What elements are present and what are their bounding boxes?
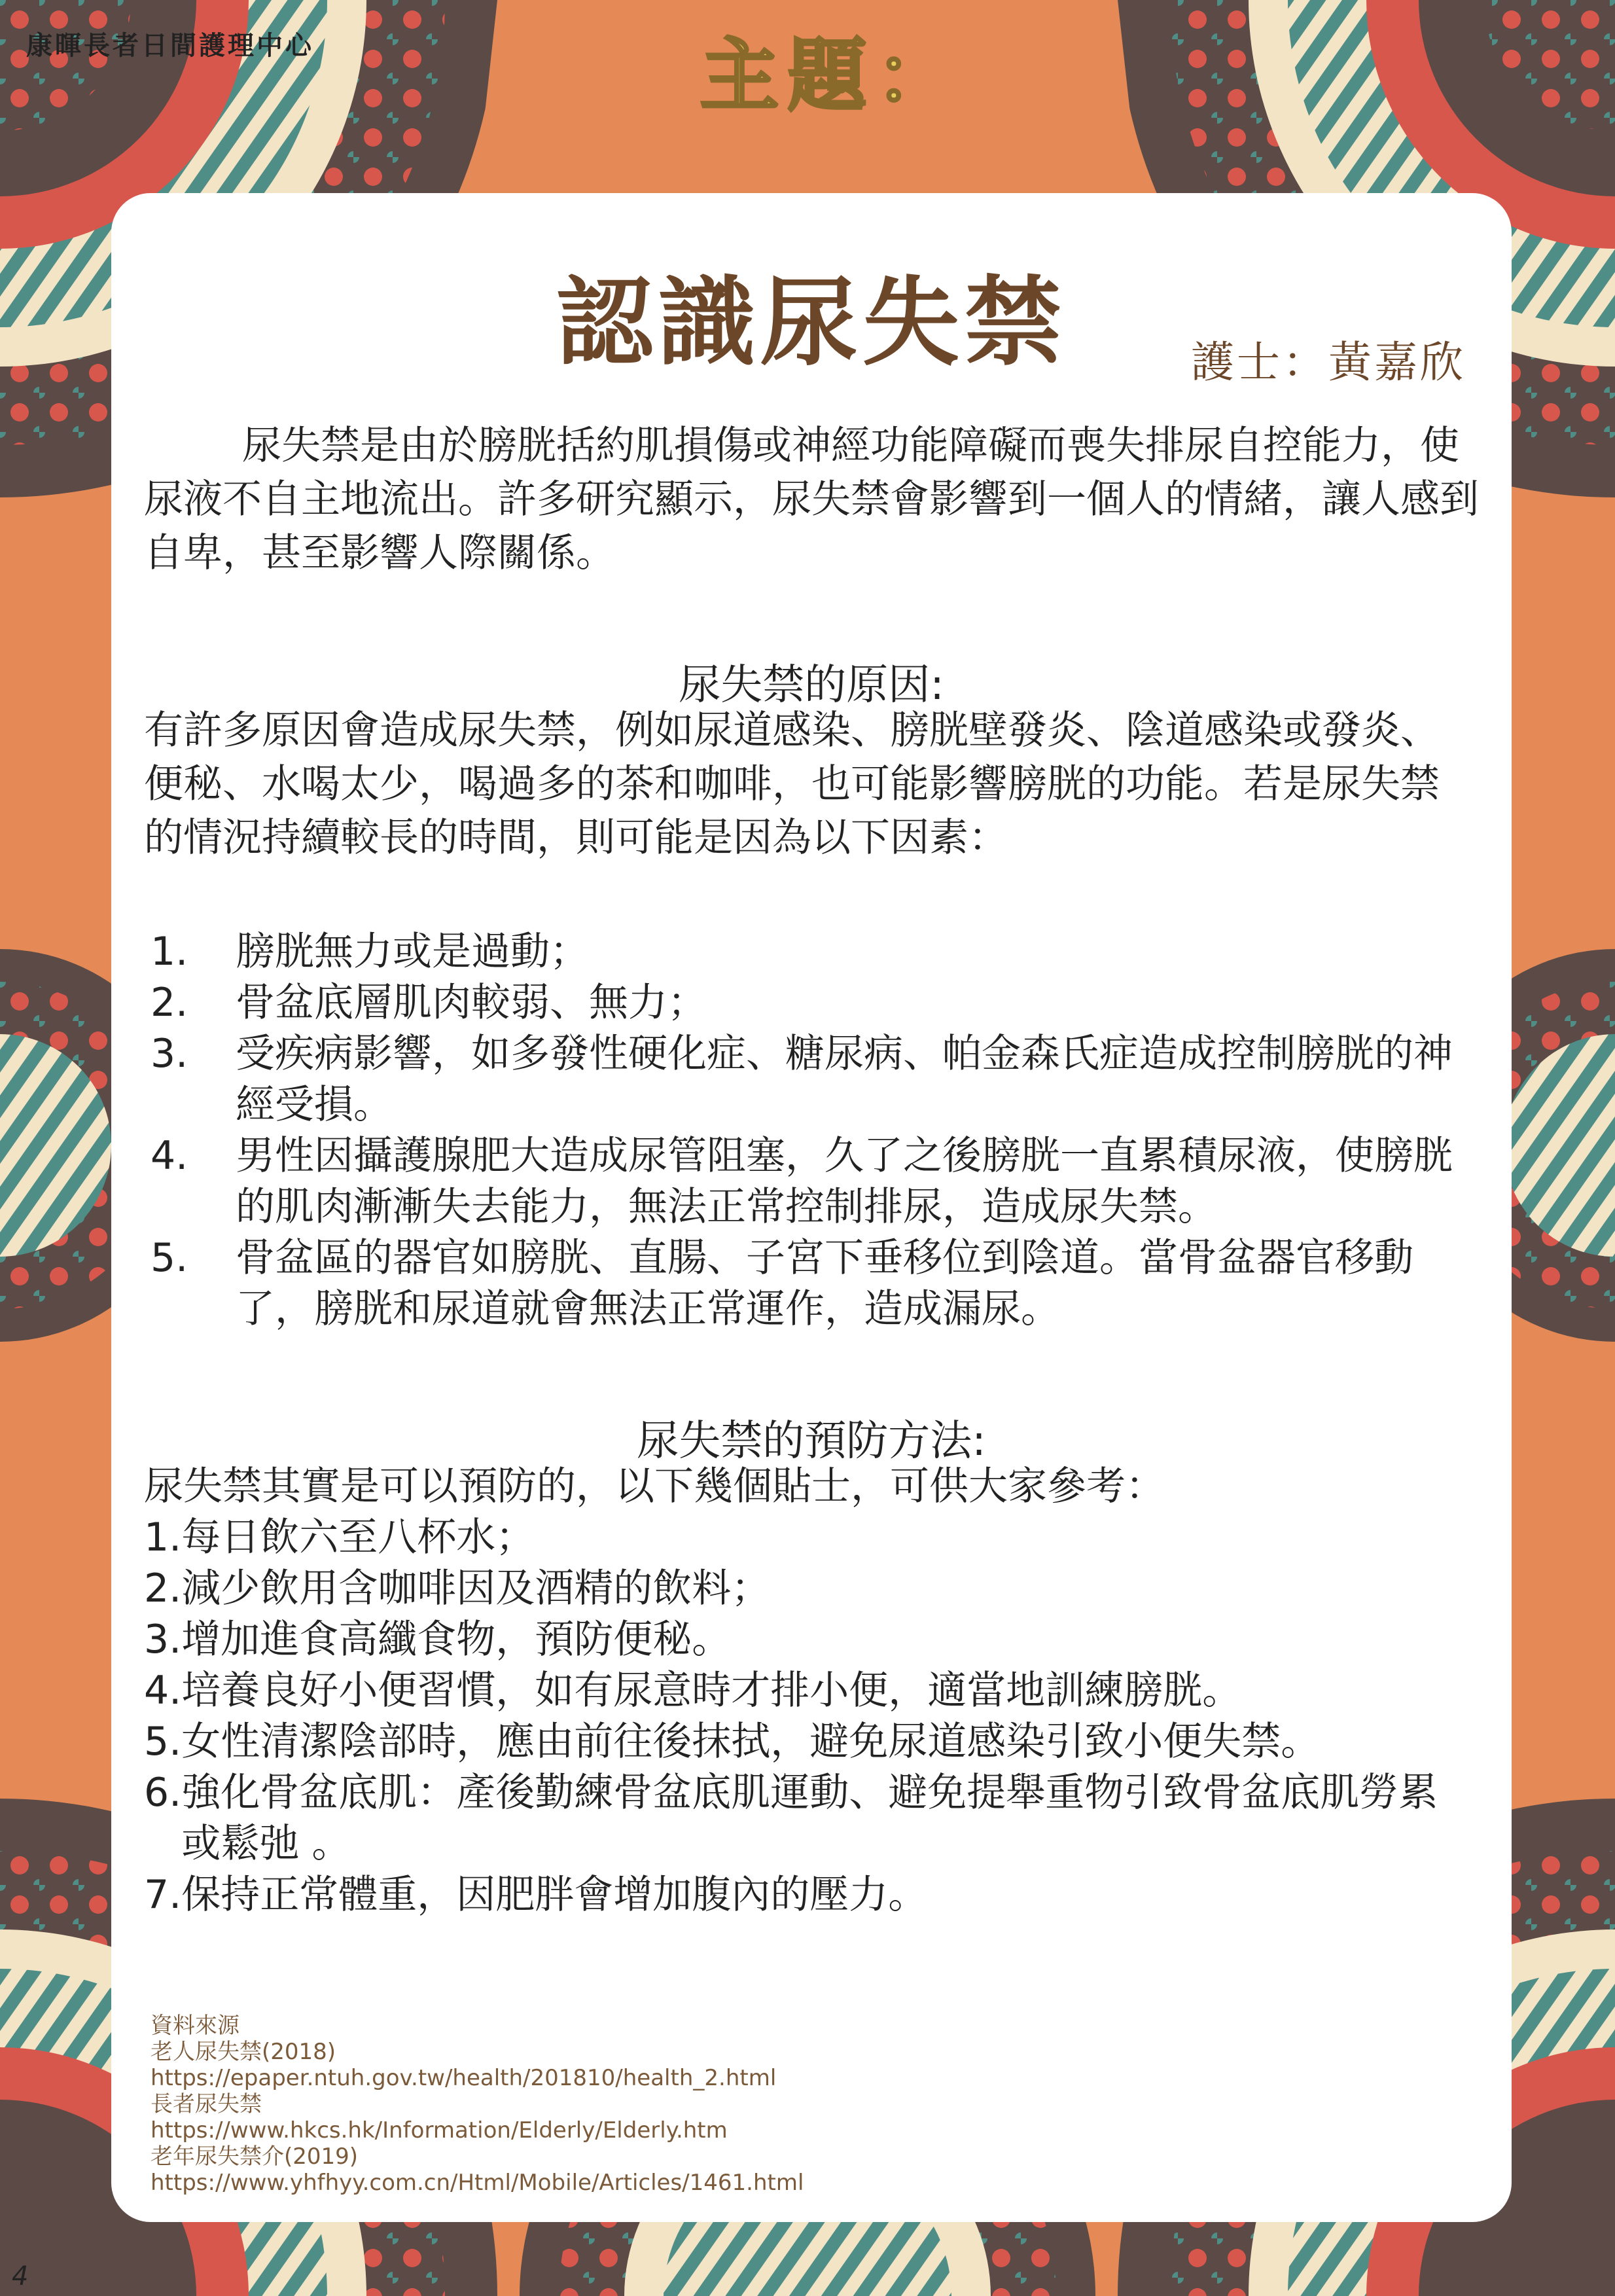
- list-item-text: 男性因攝護腺肥大造成尿管阻塞，久了之後膀胱一直累積尿液，使膀胱的肌肉漸漸失去能力，無法正常控制排尿，造成尿失禁。: [236, 1133, 1453, 1230]
- list-item: [144, 1665, 1472, 1716]
- list-item-number: 2.: [144, 1566, 182, 1611]
- prevention-heading: 尿失禁的預防方法:: [637, 1417, 986, 1465]
- list-item-text: 骨盆底層肌肉較弱、無力；: [236, 980, 707, 1026]
- center-name: 康暉長者日間護理中心: [26, 30, 314, 61]
- list-item-text: 膀胱無力或是過動；: [236, 929, 589, 975]
- causes-list: [151, 926, 1479, 1335]
- list-item-number: 5.: [151, 1235, 188, 1281]
- intro-paragraph: 尿失禁是由於膀胱括約肌損傷或神經功能障礙而喪失排尿自控能力，使尿液不自主地流出。許多研究顯示，尿失禁會影響到一個人的情緒，讓人感到自卑，甚至影響人際關係。: [144, 423, 1479, 576]
- list-item: [151, 926, 1479, 977]
- list-item-text: 受疾病影響，如多發性硬化症、糖尿病、帕金森氏症造成控制膀胱的神經受損。: [236, 1031, 1453, 1128]
- list-item-number: 7.: [144, 1872, 182, 1918]
- list-item: [144, 1767, 1472, 1869]
- prevention-intro: 尿失禁其實是可以預防的，以下幾個貼士，可供大家參考：: [144, 1463, 1165, 1509]
- list-item-text: 減少飲用含咖啡因及酒精的飲料；: [181, 1566, 771, 1611]
- list-item: [151, 1130, 1479, 1232]
- reference-title: 長者尿失禁: [151, 2091, 262, 2117]
- list-item: [144, 1716, 1472, 1767]
- list-item: [151, 977, 1479, 1028]
- list-item-number: 1.: [144, 1515, 182, 1560]
- list-item-text: 女性清潔陰部時，應由前往後抹拭，避免尿道感染引致小便失禁。: [181, 1719, 1321, 1765]
- list-item-text: 強化骨盆底肌：產後勤練骨盆底肌運動、避免提舉重物引致骨盆底肌勞累或鬆弛 。: [181, 1770, 1438, 1867]
- list-item-text: 增加進食高纖食物，預防便秘。: [181, 1617, 732, 1662]
- list-item: [144, 1614, 1472, 1665]
- causes-intro: 有許多原因會造成尿失禁，例如尿道感染、膀胱壁發炎、陰道感染或發炎、便秘、水喝太少，喝過多的茶和咖啡，也可能影響膀胱的功能。若是尿失禁的情況持續較長的時間，則可能是因為以下因素：: [144, 708, 1440, 861]
- references: [151, 2013, 1132, 2196]
- reference-title: 老年尿失禁介(2019): [151, 2144, 359, 2170]
- topic-label: 主題：: [700, 31, 963, 122]
- prevention-list: [144, 1512, 1472, 1920]
- references-heading: 資料來源: [151, 2013, 240, 2039]
- list-item: [151, 1028, 1479, 1130]
- list-item-text: 骨盆區的器官如膀胱、直腸、子宮下垂移位到陰道。當骨盆器官移動了，膀胱和尿道就會無法正常運作，造成漏尿。: [236, 1235, 1413, 1332]
- list-item-number: 2.: [151, 980, 188, 1026]
- article-author: 護士：黃嘉欣: [1191, 337, 1466, 387]
- list-item-text: 每日飲六至八杯水；: [181, 1515, 535, 1560]
- list-item: [151, 1232, 1479, 1335]
- list-item-number: 6.: [144, 1770, 182, 1816]
- list-item-number: 5.: [144, 1719, 182, 1765]
- list-item-number: 3.: [151, 1031, 188, 1077]
- causes-heading: 尿失禁的原因:: [679, 661, 944, 709]
- article-title: 認識尿失禁: [556, 266, 1067, 379]
- reference-title: 老人尿失禁(2018): [151, 2039, 336, 2065]
- list-item-text: 培養良好小便習慣，如有尿意時才排小便，適當地訓練膀胱。: [181, 1668, 1242, 1713]
- list-item: [144, 1869, 1472, 1920]
- list-item: [144, 1512, 1472, 1563]
- list-item-text: 保持正常體重，因肥胖會增加腹內的壓力。: [181, 1872, 928, 1918]
- list-item-number: 4.: [144, 1668, 182, 1713]
- reference-link[interactable]: https://www.yhfhyy.com.cn/Html/Mobile/Articles/1461.html: [151, 2170, 804, 2196]
- reference-link[interactable]: https://epaper.ntuh.gov.tw/health/201810/health_2.html: [151, 2065, 777, 2091]
- reference-link[interactable]: https://www.hkcs.hk/Information/Elderly/Elderly.htm: [151, 2117, 728, 2144]
- page-number: 4: [12, 2261, 29, 2291]
- content-card: [111, 193, 1512, 2222]
- list-item: [144, 1563, 1472, 1614]
- list-item-number: 4.: [151, 1133, 188, 1179]
- list-item-number: 1.: [151, 929, 188, 975]
- list-item-number: 3.: [144, 1617, 182, 1662]
